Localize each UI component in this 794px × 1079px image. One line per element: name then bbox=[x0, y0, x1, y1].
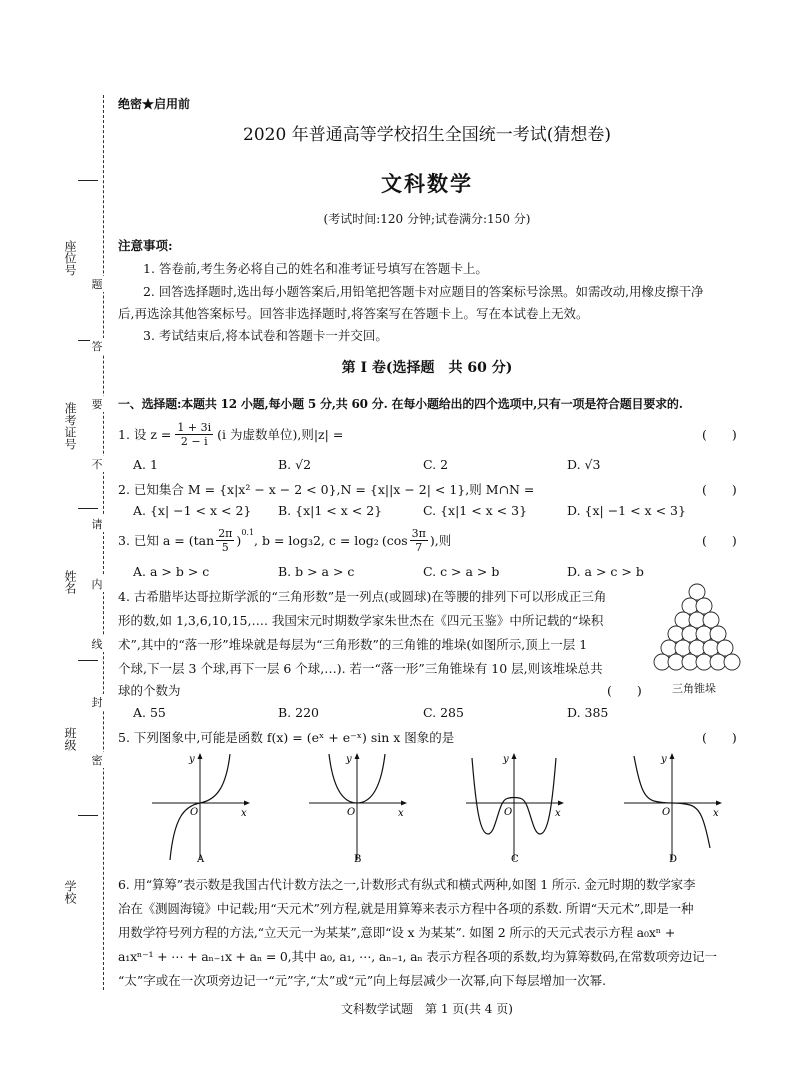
q3-tan: (tan bbox=[188, 532, 215, 548]
q1-numerator: 1 + 3i bbox=[177, 420, 212, 434]
y-axis-label: y bbox=[661, 754, 667, 765]
graph-label-d: D bbox=[669, 854, 678, 865]
q4-option-b: B. 220 bbox=[278, 705, 319, 720]
q3-option-c: C. c > a > b bbox=[423, 564, 500, 579]
figure-caption: 三角锥垛 bbox=[672, 682, 716, 695]
x-axis-label: x bbox=[555, 808, 561, 819]
q6-line: a₁xⁿ⁻¹ + ⋯ + aₙ₋₁x + aₙ = 0,其中 a₀, a₁, ⋯, aₙ₋₁, aₙ 表示方程各项的系数,均为算筹数码,在常数项旁边记一 bbox=[118, 949, 717, 964]
confidential-mark: 绝密★启用前 bbox=[118, 97, 191, 111]
x-axis-label: x bbox=[241, 808, 247, 819]
q1-option-d: D. √3 bbox=[567, 457, 601, 472]
q4-option-c: C. 285 bbox=[423, 705, 464, 720]
answer-parentheses: ( ) bbox=[702, 533, 737, 548]
notice-item: 后,再选涂其他答案标号。回答非选择题时,将答案写在答题卡上。写在本试卷上无效。 bbox=[118, 306, 589, 321]
graph-a bbox=[148, 748, 256, 870]
q3-frac2-num: 3π bbox=[411, 526, 426, 540]
q3-a-def: 3. 已知 a = bbox=[118, 533, 185, 548]
notice-heading: 注意事项: bbox=[118, 238, 173, 253]
pile-ball bbox=[710, 626, 726, 642]
subject-title: 文科数学 bbox=[381, 171, 473, 196]
y-axis-label: y bbox=[503, 754, 509, 765]
question-3-stem bbox=[118, 522, 451, 558]
q3-frac2-den: 7 bbox=[415, 540, 423, 554]
origin-label: O bbox=[190, 807, 199, 818]
class-label: 班级 bbox=[63, 727, 77, 751]
answer-parentheses: ( ) bbox=[702, 482, 737, 497]
triangular-pile-figure bbox=[648, 582, 746, 674]
seal-char: 不 bbox=[91, 458, 103, 471]
notice-item: 1. 答卷前,考生务必将自己的姓名和准考证号填写在答题卡上。 bbox=[143, 261, 488, 276]
q3-frac1-den: 5 bbox=[221, 540, 229, 554]
seal-char: 封 bbox=[91, 696, 103, 709]
answer-parentheses: ( ) bbox=[702, 730, 737, 745]
seat-number-label: 座位号 bbox=[63, 240, 77, 276]
seat-number-line bbox=[78, 180, 98, 181]
origin-label: O bbox=[347, 807, 356, 818]
q3-cos: (cos bbox=[381, 532, 408, 548]
exam-title: 2020 年普通高等学校招生全国统一考试(猜想卷) bbox=[243, 125, 611, 145]
q4-line: 形的数,如 1,3,6,10,15,…. 我国宋元时期数学家朱世杰在《四元玉鉴》中所记载的“垛积 bbox=[118, 613, 604, 628]
section-intro: 一、选择题:本题共 12 小题,每小题 5 分,共 60 分. 在每小题给出的四个选项中,只有一项是符合题目要求的. bbox=[118, 397, 683, 411]
origin-label: O bbox=[662, 807, 671, 818]
q3-close: ) bbox=[236, 532, 242, 548]
q3-exponent: 0.1 bbox=[241, 527, 255, 537]
notice-item: 3. 考试结束后,将本试卷和答题卡一并交回。 bbox=[143, 328, 388, 343]
seal-char: 要 bbox=[91, 398, 103, 411]
y-axis-label: y bbox=[346, 754, 352, 765]
graph-c bbox=[462, 748, 570, 870]
school-line bbox=[78, 815, 98, 816]
q2-option-a: A. {x| −1 < x < 2} bbox=[133, 503, 252, 518]
pile-ball bbox=[696, 598, 712, 614]
graph-d bbox=[620, 748, 728, 870]
q4-line: 球的个数为 bbox=[118, 683, 181, 698]
graph-label-c: C bbox=[511, 854, 519, 865]
graph-label-a: A bbox=[197, 854, 205, 865]
q1-suffix: (i 为虚数单位),则|z| = bbox=[217, 427, 344, 442]
q2-option-d: D. {x| −1 < x < 3} bbox=[567, 503, 686, 518]
q3-option-b: B. b > a > c bbox=[278, 564, 355, 579]
q3-option-d: D. a > c > b bbox=[567, 564, 644, 579]
q1-option-a: A. 1 bbox=[133, 457, 158, 472]
q4-option-d: D. 385 bbox=[567, 705, 609, 720]
seal-char: 密 bbox=[91, 754, 103, 767]
q3-fraction-2 bbox=[410, 527, 428, 554]
q4-line: 术”,其中的“落一形”堆垛就是每层为“三角形数”的三角锥的堆垛(如图所示,顶上一层 1 bbox=[118, 637, 588, 652]
pile-ball bbox=[724, 654, 740, 670]
notice-item: 2. 回答选择题时,选出每小题答案后,用铅笔把答题卡对应题目的答案标号涂黑。如需改动,用橡皮擦干净 bbox=[143, 284, 704, 299]
q3-bc-def: , b = log₃2, c = log₂ bbox=[254, 532, 379, 548]
q1-option-b: B. √2 bbox=[278, 457, 312, 472]
pile-ball bbox=[717, 640, 733, 656]
q3-option-a: A. a > b > c bbox=[133, 564, 210, 579]
q2-option-b: B. {x|1 < x < 2} bbox=[278, 503, 383, 518]
origin-label: O bbox=[504, 807, 513, 818]
question-5-stem: 5. 下列图象中,可能是函数 f(x) = (eˣ + e⁻ˣ) sin x 图象的是 bbox=[118, 730, 455, 745]
exam-id-label: 准考证号 bbox=[63, 402, 77, 450]
seal-char: 请 bbox=[91, 518, 103, 531]
class-line bbox=[78, 660, 98, 661]
binding-dashed-line bbox=[103, 95, 104, 990]
seal-char: 线 bbox=[91, 638, 103, 651]
q3-frac1-num: 2π bbox=[218, 526, 233, 540]
q6-line: 冶在《测圆海镜》中记载;用“天元术”列方程,就是用算筹来表示方程中各项的系数. 所谓“天元术”,即是一种 bbox=[118, 901, 694, 916]
question-2-stem: 2. 已知集合 M = {x|x² − x − 2 < 0},N = {x||x − 2| < 1},则 M∩N = bbox=[118, 482, 535, 497]
exam-info: (考试时间:120 分钟;试卷满分:150 分) bbox=[323, 212, 531, 226]
graph-label-b: B bbox=[354, 854, 362, 865]
q3-fraction-1 bbox=[216, 527, 234, 554]
q1-fraction bbox=[175, 421, 213, 448]
answer-parentheses: ( ) bbox=[702, 427, 737, 442]
name-line bbox=[78, 508, 98, 509]
part-title: 第 I 卷(选择题 共 60 分) bbox=[341, 360, 513, 376]
x-axis-label: x bbox=[713, 808, 719, 819]
pile-ball bbox=[689, 584, 705, 600]
school-label: 学校 bbox=[63, 880, 77, 904]
y-axis-label: y bbox=[189, 754, 195, 765]
q4-option-a: A. 55 bbox=[133, 705, 166, 720]
seal-char: 答 bbox=[91, 340, 103, 353]
q6-line: “太”字或在一次项旁边记一“元”字,“太”或“元”向上每层减少一次幂,向下每层增加一次幂. bbox=[118, 973, 607, 988]
pile-ball bbox=[703, 612, 719, 628]
answer-parentheses: ( ) bbox=[607, 683, 642, 698]
seal-char: 内 bbox=[91, 578, 103, 591]
q4-line: 4. 古希腊毕达哥拉斯学派的“三角形数”是一列点(或圆球)在等腰的排列下可以形成正三角 bbox=[118, 589, 607, 604]
page-footer: 文科数学试题 第 1 页(共 4 页) bbox=[341, 1002, 513, 1016]
q1-denominator: 2 − i bbox=[180, 434, 208, 448]
x-axis-label: x bbox=[398, 808, 404, 819]
q2-option-c: C. {x|1 < x < 3} bbox=[423, 503, 528, 518]
question-1-stem bbox=[118, 416, 343, 452]
q4-line: 个球,下一层 3 个球,再下一层 6 个球,…). 若一“落一形”三角锥垛有 10 层,则该堆垛总共 bbox=[118, 661, 603, 676]
q1-option-c: C. 2 bbox=[423, 457, 449, 472]
seal-char: 题 bbox=[91, 278, 103, 291]
q3-tail: ),则 bbox=[429, 533, 452, 548]
q1-prefix: 1. 设 z = bbox=[118, 427, 172, 442]
q6-line: 6. 用“算筹”表示数是我国古代计数方法之一,计数形式有纵式和横式两种,如图 1 所示. 金元时期的数学家李 bbox=[118, 877, 696, 892]
graph-b bbox=[305, 748, 413, 870]
q6-line: 用数学符号列方程的方法,“立天元一为某某”,意即“设 x 为某某”. 如图 2 所示的天元式表示方程 a₀xⁿ + bbox=[118, 925, 676, 940]
name-label: 姓名 bbox=[63, 570, 77, 594]
